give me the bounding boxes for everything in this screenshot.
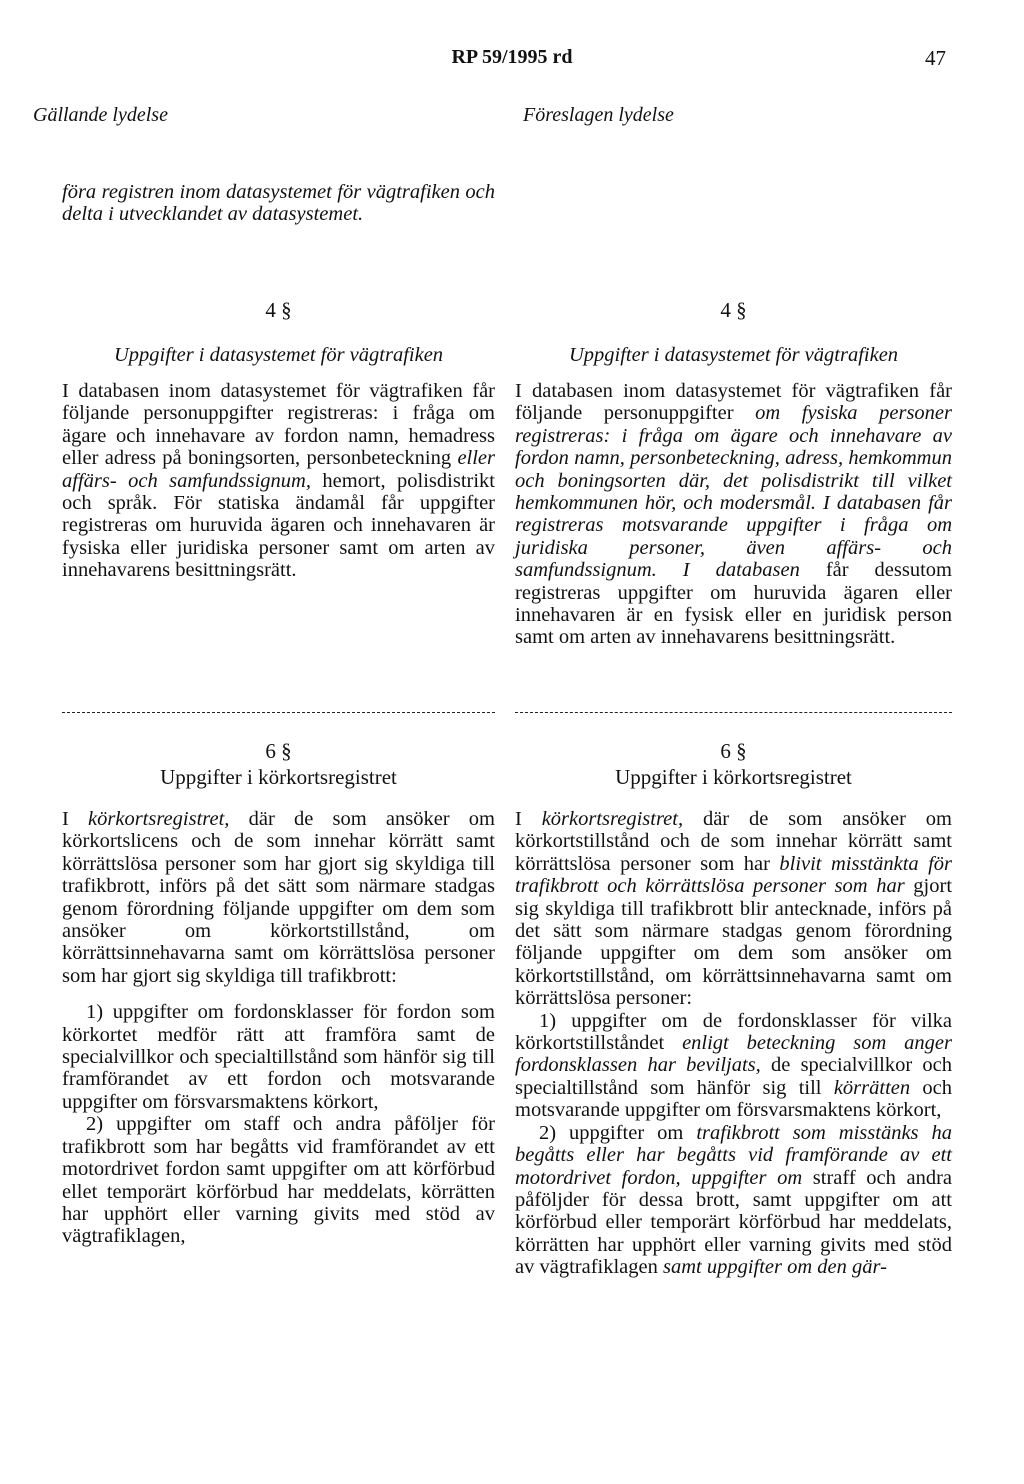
left-s6-a3: där de som ansöker om körkortslicens och de som innehar körrätt samt körrättslösa personer som har gjort sig skyldiga till trafikbrott, införs på det sätt som närmare stadgas genom förordning följande uppgifter om dem som ansöker om körkortstillstånd, om körrättsinnehavarna samt om körrättslösa personer som har gjort sig skyldiga till trafikbrott: (62, 808, 495, 987)
left-section-6-number: 6 § (265, 739, 292, 763)
right-s6-i1e: och motsvarande uppgifter om försvarsmaktens körkort, (515, 1076, 953, 1122)
right-section-6-title: Uppgifter i körkortsregistret (615, 765, 852, 789)
right-s6-i1b: enligt beteckning som anger fordonsklassen har beviljats, (515, 1032, 952, 1077)
left-section-4-body (62, 380, 495, 582)
right-section-6-body (515, 808, 952, 1279)
left-divider (62, 712, 495, 713)
right-s4-a: I databasen inom datasystemet för vägtrafiken får följande personuppgifter (515, 380, 952, 425)
right-s6-i2d: samt uppgifter om den gär- (662, 1256, 887, 1279)
right-s6-item-2 (515, 1122, 952, 1279)
right-section-4-body (515, 380, 952, 649)
left-s4-text-b: eller affärs- och samfundssignum, (62, 447, 496, 492)
right-divider (515, 712, 952, 713)
right-s6-i1a: 1) uppgifter om de fordonsklasser för vilka körkortstillståndet (515, 1009, 952, 1055)
left-s6-item-2: 2) uppgifter om staff och andra påföljer för trafikbrott som har begåtts vid framförandet av ett motordrivet fordon samt uppgifter om att körförbud ellet temporärt körförbud har meddelats, körrätten har upphört eller varning givits med stöd av vägtrafiklagen, (62, 1113, 495, 1248)
right-s6-i1c: de specialvillkor och specialtillstånd som hänför sig till (515, 1054, 952, 1099)
right-s6-a3: där de som ansöker om körkortstillstånd och de som innehar körrätt samt körrättslösa personer som har (515, 808, 953, 875)
right-section-4-title: Uppgifter i datasystemet för vägtrafiken (568, 344, 899, 366)
right-s6-a2: körkortsregistret, (541, 808, 684, 830)
left-s4-text-c: hemort, polisdistrikt och språk. För statiska ändamål får uppgifter registreras om huruvida ägaren och innehavaren är fysiska eller juridiska personer samt om arten av innehavarens besittningsrätt. (62, 469, 495, 582)
left-s4-text-a: I databasen inom datasystemet för vägtrafiken får följande personuppgifter registreras: i fråga om ägare och innehavare av fordon namn, hemadress eller adress på boningsorten, personbeteckning (62, 380, 495, 470)
right-s4-c: får dessutom registreras uppgifter om huruvida ägaren eller innehavaren är en fysisk eller en juridisk person samt om arten av innehavarens besittningsrätt. (515, 559, 952, 649)
right-section-4-number: 4 § (720, 298, 747, 322)
right-s6-i2b: trafikbrott som misstänks ha begåtts eller har begåtts vid framförande av ett motordrivet fordon, uppgifter om (515, 1121, 952, 1189)
left-section-6-title: Uppgifter i körkortsregistret (160, 765, 397, 789)
right-s6-a1: I (515, 808, 522, 830)
left-s6-item-1: 1) uppgifter om fordonsklasser för fordon som körkortet medför rätt att framföra samt de specialvillkor och specialtillstånd som hänför sig till framförandet av ett fordon och motsvarande uppgifter om försvarsmaktens körkort, (62, 1001, 495, 1113)
right-s6-i1d: körrätten (833, 1076, 911, 1099)
right-s6-a4: blivit misstänkta för trafikbrott och körrättslösa personer som har (515, 852, 953, 898)
right-s4-b: om fysiska personer registreras: i fråga om ägare och innehavare av fordon namn, personbeteckning, adress, hemkommun och boningsorten där, det polisdistrikt till vilket hemkommunen hör, och modersmål. I databasen får registreras motsvarande uppgifter i fråga om juridiska personer, även affärs- och samfundssignum. I databasen (515, 402, 953, 582)
page-number: 47 (925, 46, 946, 70)
right-s6-i2c: straff och andra påföljder för dessa brott, samt uppgifter om att körförbud eller temporärt körförbud har meddelats, körrätten har upphört eller varning givits med stöd av vägtrafiklagen (515, 1166, 952, 1279)
right-section-6-number: 6 § (720, 739, 747, 763)
left-s6-a1: I (62, 808, 69, 830)
left-section-6-body (62, 808, 495, 1248)
left-intro-text: föra registren inom datasystemet för vägtrafiken och delta i utvecklandet av datasystemet. (62, 181, 495, 226)
left-s6-a2: körkortsregistret, (88, 808, 230, 830)
document-id: RP 59/1995 rd (451, 46, 573, 68)
right-s6-i2a: 2) uppgifter om (539, 1121, 684, 1144)
left-section-4-title: Uppgifter i datasystemet för vägtrafiken (113, 344, 444, 366)
left-section-4-number: 4 § (265, 298, 292, 322)
right-s6-item-1 (515, 1010, 952, 1122)
left-column-heading: Gällande lydelse (33, 104, 168, 126)
right-column-heading: Föreslagen lydelse (523, 104, 674, 126)
right-s6-a5: gjort sig skyldiga till trafikbrott blir antecknade, införs på det sätt som närmare stadgas genom förordning följande uppgifter om dem som ansöker om körkortstillstånd, om körrättsinnehavarna samt om körrättslösa personer: (515, 875, 953, 1010)
